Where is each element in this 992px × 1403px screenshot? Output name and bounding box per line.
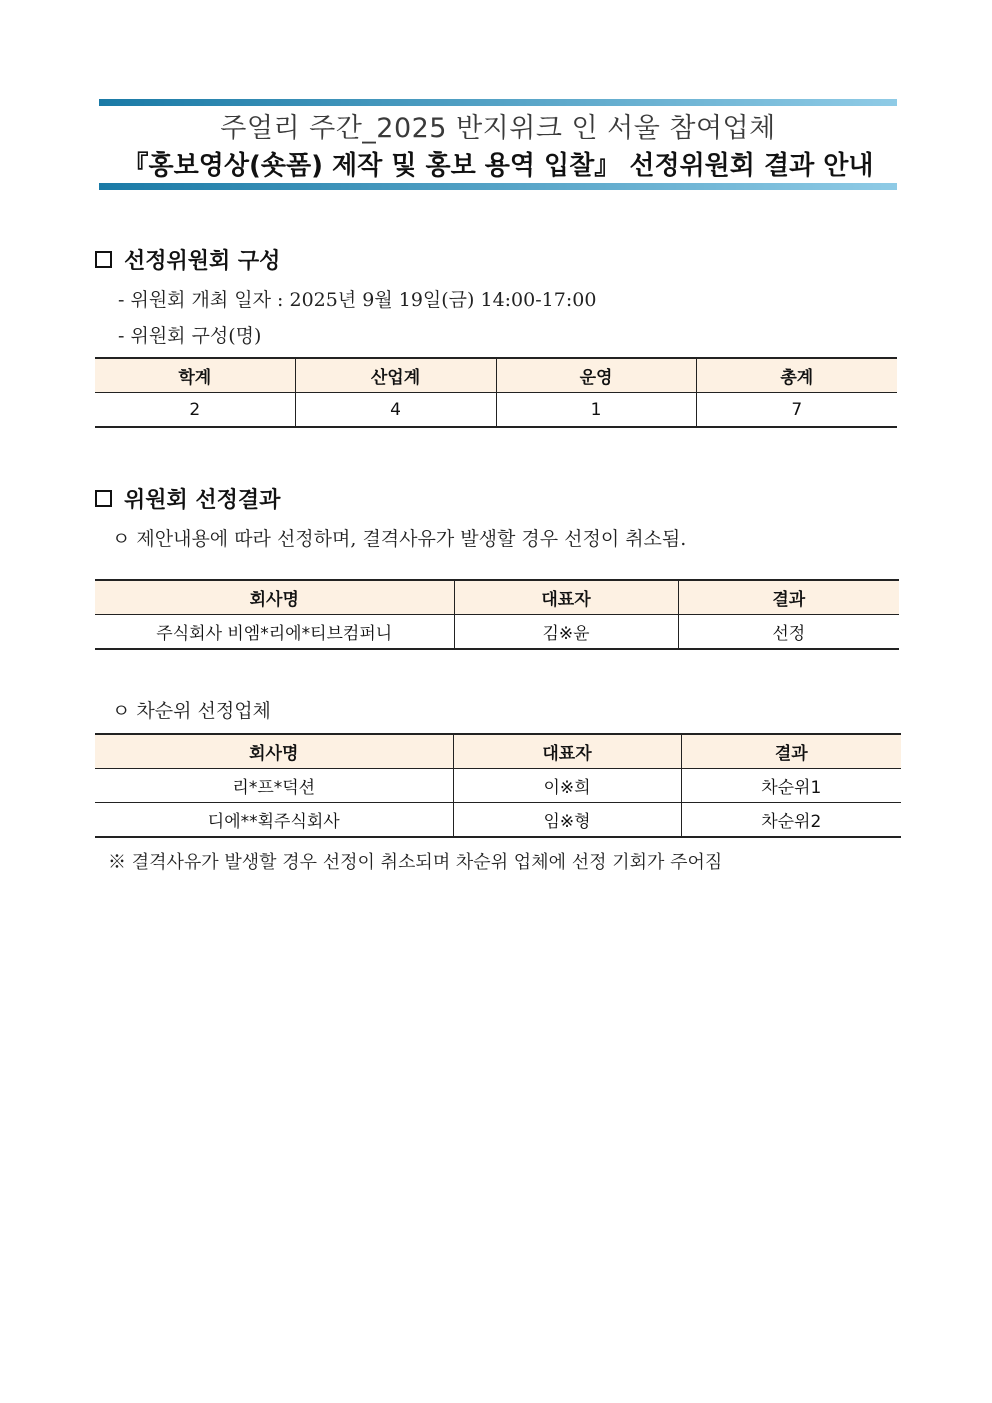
header-company: 회사명 [95,580,454,615]
checkbox-icon [95,490,112,507]
cell-total: 7 [696,393,897,428]
cell-academia: 2 [95,393,295,428]
runner-up-label: ㅇ 차순위 선정업체 [112,700,271,722]
header-operation: 운영 [496,358,696,393]
cell-operation: 1 [496,393,696,428]
cell-representative: 이※희 [453,769,681,803]
table-header-row [95,734,901,769]
header-representative: 대표자 [453,734,681,769]
section-heading-label: 위원회 선정결과 [124,487,281,513]
title-top-bar [99,99,897,106]
section-heading-label: 선정위원회 구성 [124,248,281,274]
cell-result: 차순위2 [681,803,901,838]
section-heading-committee [95,244,280,275]
runner-up-table [95,733,901,838]
table-header-row [95,580,899,615]
table-row [95,615,899,650]
title-bottom-bar [99,183,897,190]
committee-composition-table [95,357,897,428]
document-title-line2: 『홍보영상(숏폼) 제작 및 홍보 용역 입찰』 선정위원회 결과 안내 [122,151,874,181]
committee-composition-line: - 위원회 구성(명) [118,325,262,347]
table-header-row [95,358,897,393]
selected-company-table [95,579,899,650]
checkbox-icon [95,251,112,268]
cell-industry: 4 [295,393,496,428]
cell-company: 주식회사 비엠*리에*티브컴퍼니 [95,615,454,650]
header-company: 회사명 [95,734,453,769]
document-title-line1: 주얼리 주간_2025 반지위크 인 서울 참여업체 [220,113,776,144]
header-result: 결과 [681,734,901,769]
cell-result: 선정 [678,615,899,650]
header-representative: 대표자 [454,580,678,615]
cell-company: 리*프*덕션 [95,769,453,803]
table-row [95,769,901,803]
header-result: 결과 [678,580,899,615]
header-total: 총계 [696,358,897,393]
header-industry: 산업계 [295,358,496,393]
footnote: ※ 결격사유가 발생할 경우 선정이 취소되며 차순위 업체에 선정 기회가 주어짐 [108,852,723,873]
table-row [95,393,897,428]
cell-company: 디에**획주식회사 [95,803,453,838]
cell-result: 차순위1 [681,769,901,803]
meeting-date-line: - 위원회 개최 일자 : 2025년 9월 19일(금) 14:00-17:00 [118,289,597,311]
cell-representative: 임※형 [453,803,681,838]
section-heading-results [95,483,280,514]
selection-note: ㅇ 제안내용에 따라 선정하며, 결격사유가 발생할 경우 선정이 취소됨. [112,528,687,550]
table-row [95,803,901,838]
header-academia: 학계 [95,358,295,393]
cell-representative: 김※윤 [454,615,678,650]
